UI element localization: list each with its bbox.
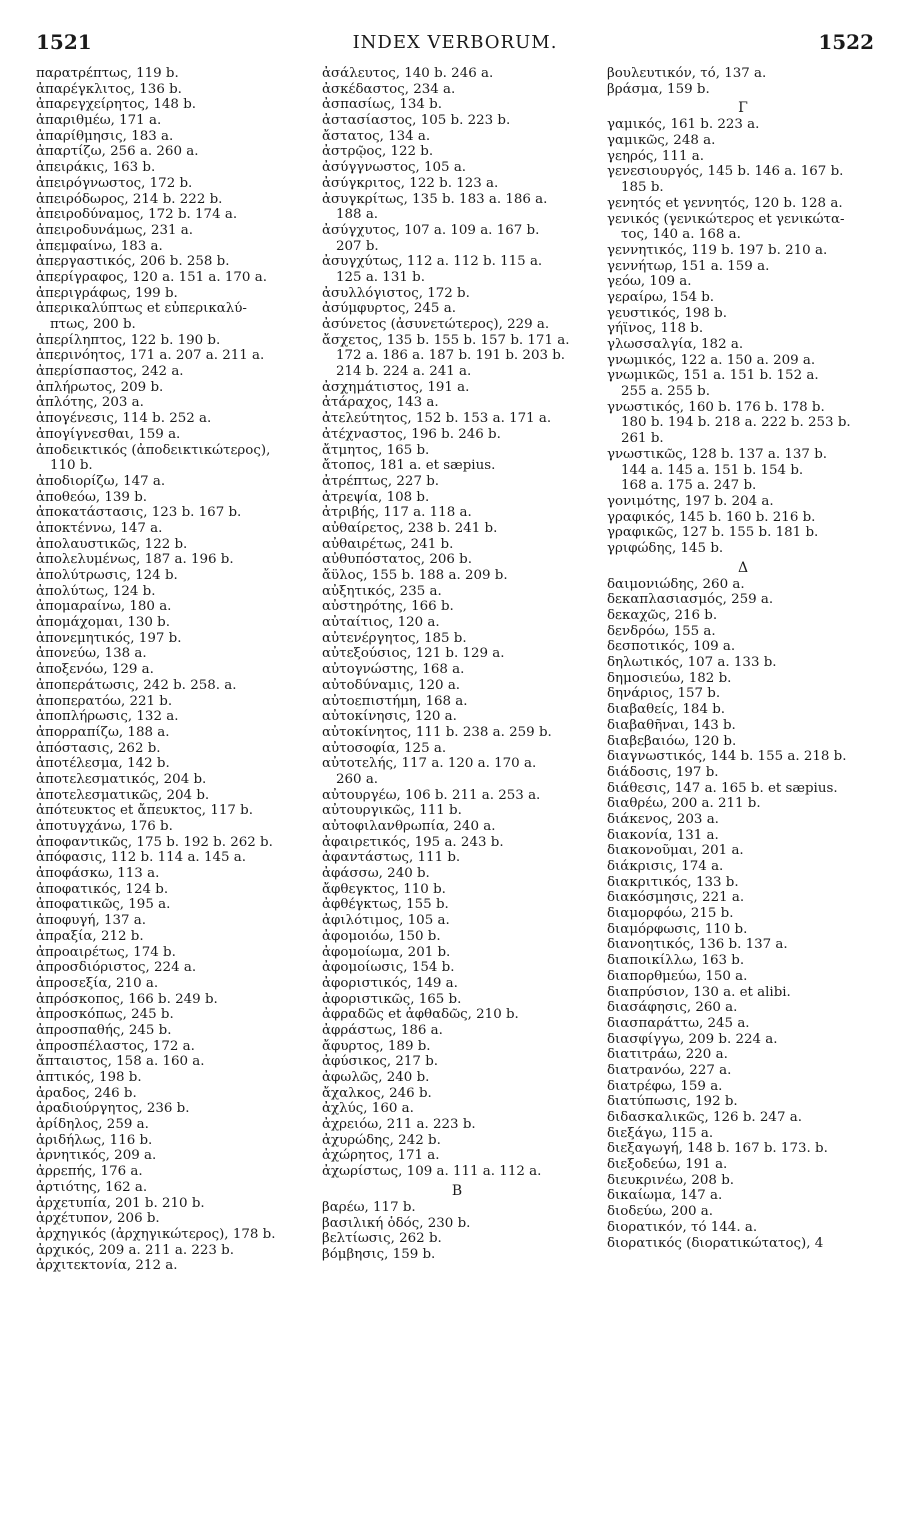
index-entry: γονιμότης, 197 b. 204 a. bbox=[607, 493, 774, 509]
index-entry: διακονία, 131 a. bbox=[607, 827, 719, 843]
index-entry: ἀρχετυπία, 201 b. 210 b. bbox=[36, 1195, 205, 1211]
index-entry: ἀποδιορίζω, 147 a. bbox=[36, 473, 166, 489]
index-entry: ἀπονεμητικός, 197 b. bbox=[36, 630, 182, 646]
index-entry: ἀπειροδύναμος, 172 b. 174 a. bbox=[36, 207, 238, 223]
index-entry: ἀχυρώδης, 242 b. bbox=[322, 1132, 441, 1148]
index-entry: διασπαράττω, 245 a. bbox=[607, 1015, 750, 1031]
index-entry: ἀποπεράτωσις, 242 b. 258. a. bbox=[36, 677, 237, 693]
index-entry: παρατρέπτως, 119 b. bbox=[36, 66, 179, 81]
index-entry: διοδεύω, 200 a. bbox=[607, 1204, 714, 1220]
index-entry: αὐθαίρετος, 238 b. 241 b. bbox=[322, 520, 498, 536]
index-entry: ἀσύμφυρτος, 245 a. bbox=[322, 301, 456, 317]
index-entry: γραφικῶς, 127 b. 155 b. 181 b. bbox=[607, 525, 819, 541]
index-entry: γραφικός, 145 b. 160 b. 216 b. bbox=[607, 509, 816, 525]
index-entry: βόμβησις, 159 b. bbox=[322, 1246, 436, 1262]
index-entry: ἀπερινόητος, 171 a. 207 a. 211 a. bbox=[36, 348, 265, 364]
index-entry: ἀπεργαστικός, 206 b. 258 b. bbox=[36, 254, 230, 270]
index-entry: διακριτικός, 133 b. bbox=[607, 874, 739, 890]
index-entry-continuation: 188 a. bbox=[336, 207, 379, 223]
index-entry: ἀστασίαστος, 105 b. 223 b. bbox=[322, 113, 511, 129]
index-entry: ἀφύσικος, 217 b. bbox=[322, 1054, 439, 1070]
index-entry: διαθρέω, 200 a. 211 b. bbox=[607, 796, 761, 812]
index-entry: ἄφθεγκτος, 110 b. bbox=[322, 881, 446, 897]
index-entry: ἀπαρέγκλιτος, 136 b. bbox=[36, 81, 182, 97]
index-entry: ἀπειροδυνάμως, 231 a. bbox=[36, 222, 194, 238]
index-entry-continuation: 180 b. 194 b. 218 a. 222 b. 253 b. bbox=[621, 415, 851, 431]
index-entry: ἀτρέπτως, 227 b. bbox=[322, 473, 440, 489]
index-entry: γαμικῶς, 248 a. bbox=[607, 133, 716, 149]
index-entry: διεξάγω, 115 a. bbox=[607, 1125, 714, 1141]
index-entry: ἀφοριστικῶς, 165 b. bbox=[322, 991, 462, 1007]
index-entry: ἀπερικαλύπτως et εὐπερικαλύ- bbox=[36, 301, 247, 317]
index-entry: ἀσυγχύτως, 112 a. 112 b. 115 a. bbox=[322, 254, 543, 270]
index-entry: ἀπρόσκοπος, 166 b. 249 b. bbox=[36, 991, 218, 1007]
index-entry: διεξαγωγή, 148 b. 167 b. 173. b. bbox=[607, 1141, 828, 1157]
index-entry-continuation: τος, 140 a. 168 a. bbox=[621, 227, 741, 243]
index-entry: βελτίωσις, 262 b. bbox=[322, 1231, 442, 1247]
index-entry: ἀφωλῶς, 240 b. bbox=[322, 1070, 430, 1085]
index-entry: δεκαπλασιασμός, 259 a. bbox=[607, 592, 774, 608]
index-entry-continuation: 168 a. 175 a. 247 b. bbox=[621, 478, 757, 494]
index-entry: ἀστρῷος, 122 b. bbox=[322, 144, 434, 160]
index-entry: διεξοδεύω, 191 a. bbox=[607, 1157, 728, 1173]
index-entry: διορατικόν, τό 144. a. bbox=[607, 1219, 758, 1235]
index-entry: ἀτρεψία, 108 b. bbox=[322, 489, 430, 505]
index-entry: ἀφιλότιμος, 105 a. bbox=[322, 913, 450, 929]
index-entry: ἄτμητος, 165 b. bbox=[322, 442, 430, 458]
index-entry: δηνάριος, 157 b. bbox=[607, 686, 721, 702]
index-entry: ἀφράστως, 186 a. bbox=[322, 1022, 443, 1038]
index-entry: ἀποθεόω, 139 b. bbox=[36, 489, 148, 505]
index-entry: ἀποπερατόω, 221 b. bbox=[36, 693, 173, 709]
index-entry: ἄσχετος, 135 b. 155 b. 157 b. 171 a. bbox=[322, 332, 570, 348]
index-entry: διαποικίλλω, 163 b. bbox=[607, 953, 745, 969]
index-entry: ἀπεμφαίνω, 183 a. bbox=[36, 238, 163, 254]
index-entry: ἀφθέγκτως, 155 b. bbox=[322, 897, 449, 913]
index-entry: ἀποτέλεσμα, 142 b. bbox=[36, 756, 170, 772]
index-entry: αὐτοκίνησις, 120 a. bbox=[322, 709, 457, 725]
index-entry: ἀποφάσκω, 113 a. bbox=[36, 866, 160, 882]
index-entry: ἀραδιούργητος, 236 b. bbox=[36, 1101, 190, 1117]
index-entry: ἀπορραπίζω, 188 a. bbox=[36, 724, 170, 740]
index-entry: αὐταίτιος, 120 a. bbox=[322, 615, 440, 631]
index-entry: ἀχρειόω, 211 a. 223 b. bbox=[322, 1117, 476, 1133]
index-entry-continuation: 185 b. bbox=[621, 180, 664, 196]
index-entry: ἀφραδῶς et ἀφθαδῶς, 210 b. bbox=[322, 1007, 519, 1023]
index-entry: ἀπροσπαθής, 245 b. bbox=[36, 1022, 172, 1038]
index-entry: ἀπογένεσις, 114 b. 252 a. bbox=[36, 411, 212, 427]
page-header bbox=[36, 30, 874, 60]
index-entry: ἀχλύς, 160 a. bbox=[322, 1101, 414, 1117]
index-entry: αὐθυπόστατος, 206 b. bbox=[322, 552, 472, 568]
index-entry: ἄχαλκος, 246 b. bbox=[322, 1085, 432, 1101]
index-entry-continuation: 172 a. 186 a. 187 b. 191 b. 203 b. bbox=[336, 348, 566, 364]
index-entry: ἀσπασίως, 134 b. bbox=[322, 97, 442, 113]
index-entry: ἀτέχναστος, 196 b. 246 b. bbox=[322, 426, 501, 442]
index-entry: γνωστικός, 160 b. 176 b. 178 b. bbox=[607, 399, 825, 415]
index-entry: γενεσιουργός, 145 b. 146 a. 167 b. bbox=[607, 164, 844, 180]
index-entry: διακόσμησις, 221 a. bbox=[607, 890, 745, 906]
index-entry: ἀποπλήρωσις, 132 a. bbox=[36, 709, 179, 725]
index-entry: ἀπαριθμέω, 171 a. bbox=[36, 113, 162, 129]
index-entry: ἀπερίγραφος, 120 a. 151 a. 170 a. bbox=[36, 269, 267, 285]
index-entry: γήϊνος, 118 b. bbox=[607, 321, 704, 337]
index-entry: διαγνωστικός, 144 b. 155 a. 218 b. bbox=[607, 749, 847, 765]
index-entry: ἀποκτέννω, 147 a. bbox=[36, 520, 163, 536]
index-entry: ἀφομοίωμα, 201 b. bbox=[322, 944, 451, 960]
index-entry: ἀπροσεξία, 210 a. bbox=[36, 975, 159, 991]
index-entry: ἀπότευκτος et ἄπευκτος, 117 b. bbox=[36, 803, 253, 819]
index-entry: ἀπονεύω, 138 a. bbox=[36, 646, 147, 662]
index-entry: ἀποτελεσματικῶς, 204 b. bbox=[36, 787, 210, 803]
index-entry: ἀρχιτεκτονία, 212 a. bbox=[36, 1258, 178, 1274]
index-entry: αὐτοεπιστήμη, 168 a. bbox=[322, 693, 468, 709]
index-entry: διάθεσις, 147 a. 165 b. et sæpius. bbox=[607, 780, 838, 796]
index-entry: γενητός et γεννητός, 120 b. 128 a. bbox=[607, 195, 843, 211]
index-entry: διατρέφω, 159 a. bbox=[607, 1078, 723, 1094]
index-entry-continuation: 125 a. 131 b. bbox=[336, 269, 425, 285]
index-entry: ἀτριβής, 117 a. 118 a. bbox=[322, 505, 472, 521]
index-entry-continuation: 261 b. bbox=[621, 431, 664, 447]
index-entry: ἀπόστασις, 262 b. bbox=[36, 740, 161, 756]
index-entry: ἄπταιστος, 158 a. 160 a. bbox=[36, 1054, 205, 1070]
index-entry: διαβαθῆναι, 143 b. bbox=[607, 717, 736, 733]
index-entry: ἀπομαραίνω, 180 a. bbox=[36, 599, 172, 615]
index-entry: γαμικός, 161 b. 223 a. bbox=[607, 117, 760, 133]
index-entry: ἀπροσκόπως, 245 b. bbox=[36, 1007, 174, 1023]
index-entry: αὐστηρότης, 166 b. bbox=[322, 599, 454, 615]
section-letter: Β bbox=[451, 1182, 463, 1199]
index-entry: ἀφάσσω, 240 b. bbox=[322, 866, 430, 882]
index-entry: γεραίρω, 154 b. bbox=[607, 289, 715, 305]
index-column-3 bbox=[607, 66, 879, 1251]
index-entry: γεηρός, 111 a. bbox=[607, 148, 704, 164]
index-entry: γεννήτωρ, 151 a. 159 a. bbox=[607, 258, 770, 274]
index-entry: διευκρινέω, 208 b. bbox=[607, 1172, 735, 1188]
index-entry: ἀσυλλόγιστος, 172 b. bbox=[322, 285, 470, 301]
index-entry: διαβαθείς, 184 b. bbox=[607, 702, 726, 718]
running-title: INDEX VERBORUM. bbox=[352, 32, 558, 53]
index-entry: δαιμονιώδης, 260 a. bbox=[607, 576, 745, 592]
index-entry: βασιλική ὁδός, 230 b. bbox=[322, 1215, 471, 1231]
index-entry: γενικός (γενικώτερος et γενικώτα- bbox=[607, 211, 845, 227]
index-entry: ἀφαιρετικός, 195 a. 243 b. bbox=[322, 834, 504, 850]
index-entry: ἀσχημάτιστος, 191 a. bbox=[322, 379, 470, 395]
index-entry: ἀσύγχυτος, 107 a. 109 a. 167 b. bbox=[322, 222, 540, 238]
index-column-2 bbox=[322, 66, 592, 1263]
index-entry: διατιτράω, 220 a. bbox=[607, 1047, 728, 1063]
index-entry: ἀρνητικός, 209 a. bbox=[36, 1148, 157, 1164]
index-entry: ἀφομοίωσις, 154 b. bbox=[322, 960, 455, 976]
index-entry: ἀτελεύτητος, 152 b. 153 a. 171 a. bbox=[322, 411, 552, 427]
index-entry: ἀποτελεσματικός, 204 b. bbox=[36, 771, 207, 787]
index-entry: ἀπροαιρέτως, 174 b. bbox=[36, 944, 176, 960]
index-entry: ἀρρεπής, 176 a. bbox=[36, 1164, 143, 1180]
index-entry: ἄτοπος, 181 a. et sæpius. bbox=[322, 458, 496, 474]
index-entry: ἀποτυγχάνω, 176 b. bbox=[36, 819, 173, 834]
index-entry: διατύπωσις, 192 b. bbox=[607, 1094, 738, 1110]
index-entry-continuation: 214 b. 224 a. 241 a. bbox=[336, 364, 472, 380]
index-entry: ἀπερίληπτος, 122 b. 190 b. bbox=[36, 332, 221, 348]
index-entry: βράσμα, 159 b. bbox=[607, 81, 710, 97]
index-entry: ἀφαντάστως, 111 b. bbox=[322, 850, 461, 866]
index-entry: ἀπαρίθμησις, 183 a. bbox=[36, 128, 174, 144]
index-entry: ἀρχηγικός (ἀρχηγικώτερος), 178 b. bbox=[36, 1226, 276, 1242]
index-entry: δεκαχῶς, 216 b. bbox=[607, 608, 718, 623]
index-entry: ἀπολύτως, 124 b. bbox=[36, 583, 156, 599]
index-entry: ἀτάραχος, 143 a. bbox=[322, 395, 439, 411]
index-entry: διακονοῦμαι, 201 a. bbox=[607, 843, 744, 859]
index-entry: ἀποφαντικῶς, 175 b. 192 b. 262 b. bbox=[36, 834, 273, 850]
index-entry: γευστικός, 198 b. bbox=[607, 305, 727, 321]
index-column-1 bbox=[36, 66, 304, 1274]
index-entry: βουλευτικόν, τό, 137 a. bbox=[607, 66, 767, 81]
index-entry: ἀπαρτίζω, 256 a. 260 a. bbox=[36, 144, 199, 160]
index-entry: διαβεβαιόω, 120 b. bbox=[607, 733, 737, 749]
index-entry: γεννητικός, 119 b. 197 b. 210 a. bbox=[607, 242, 828, 258]
index-entry: ἀπροσδιόριστος, 224 a. bbox=[36, 960, 197, 976]
index-entry: ἀπειράκις, 163 b. bbox=[36, 160, 156, 176]
index-entry: ἀφοριστικός, 149 a. bbox=[322, 975, 458, 991]
index-entry: ἀποκατάστασις, 123 b. 167 b. bbox=[36, 505, 242, 521]
index-entry: ἀπειρόγνωστος, 172 b. bbox=[36, 175, 193, 191]
index-entry: γνωμικός, 122 a. 150 a. 209 a. bbox=[607, 352, 816, 368]
index-entry: ἀρτιότης, 162 a. bbox=[36, 1179, 148, 1195]
index-entry: ἀχωρίστως, 109 a. 111 a. 112 a. bbox=[322, 1164, 542, 1180]
index-entry: ἀρχικός, 209 a. 211 a. 223 b. bbox=[36, 1242, 234, 1258]
index-entry: διάδοσις, 197 b. bbox=[607, 764, 719, 780]
index-entry: ἄϋλος, 155 b. 188 a. 209 b. bbox=[322, 568, 508, 583]
index-entry: γνωμικῶς, 151 a. 151 b. 152 a. bbox=[607, 368, 819, 384]
index-entry: ἄστατος, 134 a. bbox=[322, 128, 431, 144]
page-number-right: 1522 bbox=[818, 30, 874, 54]
index-entry: διαπορθμεύω, 150 a. bbox=[607, 968, 748, 984]
section-letter: Γ bbox=[738, 100, 748, 117]
index-entry: ἀπογίγνεσθαι, 159 a. bbox=[36, 426, 181, 442]
index-entry: αὐτεξούσιος, 121 b. 129 a. bbox=[322, 646, 505, 662]
index-entry: ἀσυγκρίτως, 135 b. 183 a. 186 a. bbox=[322, 191, 548, 207]
index-entry: διαμόρφωσις, 110 b. bbox=[607, 921, 748, 937]
index-entry: διορατικός (διορατικώτατος), 4 bbox=[607, 1235, 824, 1251]
index-entry: ἀπεριγράφως, 199 b. bbox=[36, 285, 178, 301]
index-entry: ἀπολαυστικῶς, 122 b. bbox=[36, 536, 188, 552]
index-entry: δημοσιεύω, 182 b. bbox=[607, 670, 732, 686]
index-entry: ἀποφατικός, 124 b. bbox=[36, 881, 169, 897]
index-entry: ἀσύγκριτος, 122 b. 123 a. bbox=[322, 175, 499, 191]
index-entry: αὐτοδύναμις, 120 a. bbox=[322, 677, 461, 693]
index-entry: αὐτοφιλανθρωπία, 240 a. bbox=[322, 819, 496, 834]
index-entry: ἀπαρεγχείρητος, 148 b. bbox=[36, 97, 197, 113]
index-entry: διατρανόω, 227 a. bbox=[607, 1062, 732, 1078]
index-entry: ἀπόφασις, 112 b. 114 a. 145 a. bbox=[36, 850, 246, 866]
index-entry: βαρέω, 117 b. bbox=[322, 1199, 416, 1215]
index-entry: αὐτοτελής, 117 a. 120 a. 170 a. bbox=[322, 756, 537, 772]
index-entry: δενδρόω, 155 a. bbox=[607, 623, 716, 639]
index-entry: διανοητικός, 136 b. 137 a. bbox=[607, 937, 788, 953]
index-entry: ἄφυρτος, 189 b. bbox=[322, 1038, 431, 1054]
index-entry-continuation: 144 a. 145 a. 151 b. 154 b. bbox=[621, 462, 804, 478]
index-entry: ἁπλότης, 203 a. bbox=[36, 395, 144, 411]
index-entry: ἀπραξία, 212 b. bbox=[36, 928, 144, 944]
index-entry: δεσποτικός, 109 a. bbox=[607, 639, 736, 655]
index-entry: αὐτογνώστης, 168 a. bbox=[322, 662, 465, 678]
index-entry: ἀσύγγνωστος, 105 a. bbox=[322, 160, 467, 176]
index-entry: ἀσάλευτος, 140 b. 246 a. bbox=[322, 66, 494, 81]
index-entry: ἀριδήλως, 116 b. bbox=[36, 1132, 153, 1148]
index-entry: ἀπειρόδωρος, 214 b. 222 b. bbox=[36, 191, 223, 207]
index-entry: ἀποξενόω, 129 a. bbox=[36, 662, 154, 678]
index-entry: ἀπτικός, 198 b. bbox=[36, 1070, 142, 1085]
index-entry: διάκρισις, 174 a. bbox=[607, 859, 724, 874]
index-entry: γεόω, 109 a. bbox=[607, 274, 692, 290]
index-entry: ἀπομάχομαι, 130 b. bbox=[36, 615, 170, 631]
index-entry: γριφώδης, 145 b. bbox=[607, 540, 724, 556]
index-entry-continuation: πτως, 200 b. bbox=[50, 317, 136, 332]
index-entry: ἀρχέτυπον, 206 b. bbox=[36, 1211, 160, 1227]
index-entry: αὐτουργέω, 106 b. 211 a. 253 a. bbox=[322, 787, 541, 803]
index-entry-continuation: 260 a. bbox=[336, 771, 379, 787]
index-entry: ἀπερίσπαστος, 242 a. bbox=[36, 364, 184, 380]
index-entry-continuation: 255 a. 255 b. bbox=[621, 384, 710, 400]
index-entry: ἀποφατικῶς, 195 a. bbox=[36, 897, 171, 913]
index-entry: ἀρίδηλος, 259 a. bbox=[36, 1117, 149, 1133]
index-entry: ἀσύνετος (ἀσυνετώτερος), 229 a. bbox=[322, 317, 550, 332]
page-number-left: 1521 bbox=[36, 30, 92, 54]
index-entry: δικαίωμα, 147 a. bbox=[607, 1188, 723, 1204]
index-entry: ἀπολύτρωσις, 124 b. bbox=[36, 568, 178, 583]
index-entry: ἀσκέδαστος, 234 a. bbox=[322, 81, 456, 97]
index-entry: αὐξητικός, 235 a. bbox=[322, 583, 442, 599]
index-entry: δηλωτικός, 107 a. 133 b. bbox=[607, 655, 777, 671]
index-entry: ἀπροσπέλαστος, 172 a. bbox=[36, 1038, 195, 1054]
index-entry: διάκενος, 203 a. bbox=[607, 811, 719, 827]
index-entry: διασάφησις, 260 a. bbox=[607, 1000, 738, 1016]
index-entry: αὐθαιρέτως, 241 b. bbox=[322, 536, 454, 552]
index-entry: ἀφομοιόω, 150 b. bbox=[322, 928, 441, 944]
section-letter: Δ bbox=[737, 559, 749, 576]
index-entry: διαπρύσιον, 130 a. et alibi. bbox=[607, 984, 791, 1000]
index-entry-continuation: 110 b. bbox=[50, 458, 93, 474]
index-entry: ἀπλήρωτος, 209 b. bbox=[36, 379, 164, 395]
index-entry: αὐτουργικῶς, 111 b. bbox=[322, 803, 462, 819]
index-entry: αὐτοκίνητος, 111 b. 238 a. 259 b. bbox=[322, 724, 552, 740]
index-entry: ἀχώρητος, 171 a. bbox=[322, 1148, 440, 1164]
index-entry: διδασκαλικῶς, 126 b. 247 a. bbox=[607, 1110, 802, 1125]
index-entry: αὐτοσοφία, 125 a. bbox=[322, 740, 447, 756]
index-entry: αὐτενέργητος, 185 b. bbox=[322, 630, 467, 646]
index-entry: διασφίγγω, 209 b. 224 a. bbox=[607, 1031, 778, 1047]
index-entry-continuation: 207 b. bbox=[336, 238, 379, 254]
index-entry: γλωσσαλγία, 182 a. bbox=[607, 337, 744, 352]
index-entry: ἀπολελυμένως, 187 a. 196 b. bbox=[36, 552, 234, 568]
index-entry: ἀραδος, 246 b. bbox=[36, 1085, 137, 1101]
index-entry: ἀποφυγή, 137 a. bbox=[36, 913, 147, 929]
index-entry: ἀποδεικτικός (ἀποδεικτικώτερος), bbox=[36, 442, 271, 458]
index-entry: διαμορφόω, 215 b. bbox=[607, 906, 734, 922]
index-entry: γνωστικῶς, 128 b. 137 a. 137 b. bbox=[607, 446, 828, 462]
